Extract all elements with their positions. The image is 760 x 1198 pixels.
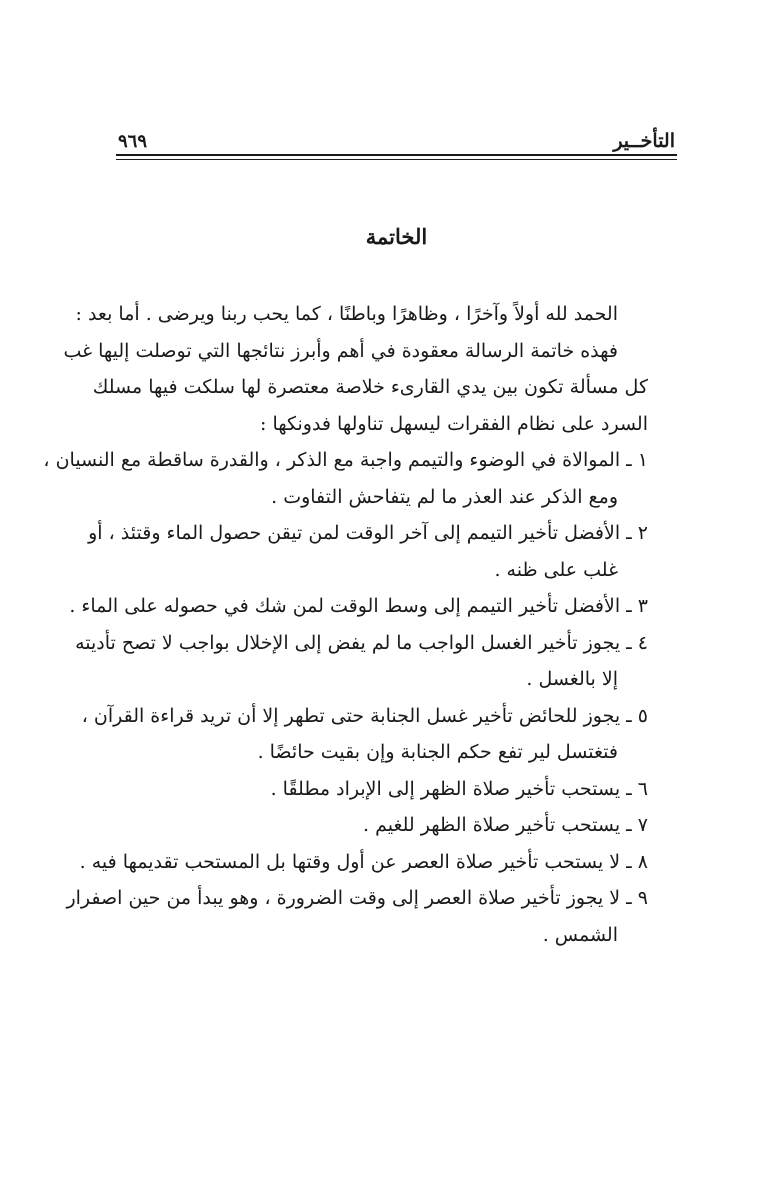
list-item-5-cont: فتغتسل لير تفع حكم الجنابة وإن بقيت حائضًا . xyxy=(257,741,618,763)
list-item-3: ٣ ـ الأفضل تأخير التيمم إلى وسط الوقت لمن شك في حصوله على الماء . xyxy=(69,595,648,617)
text-line: كل مسألة تكون بين يدي القارىء خلاصة معتصرة لها سلكت فيها مسلك xyxy=(92,376,648,398)
section-heading: الخاتمة xyxy=(365,224,428,249)
list-item-9-cont: الشمس . xyxy=(542,923,618,946)
list-item-2-cont: غلب على ظنه . xyxy=(494,558,618,581)
list-item-7: ٧ ـ يستحب تأخير صلاة الظهر للغيم . xyxy=(363,814,648,836)
header-rule-thick xyxy=(116,154,677,156)
list-item-2: ٢ ـ الأفضل تأخير التيمم إلى آخر الوقت لمن تيقن حصول الماء وقتئذ ، أو xyxy=(88,522,648,544)
list-item-8: ٨ ـ لا يستحب تأخير صلاة العصر عن أول وقتها بل المستحب تقديمها فيه . xyxy=(79,850,648,873)
list-item-9: ٩ ـ لا يجوز تأخير صلاة العصر إلى وقت الضرورة ، وهو يبدأ من حين اصفرار xyxy=(66,887,648,909)
list-item-1-cont: ومع الذكر عند العذر ما لم يتفاحش التفاوت . xyxy=(271,485,618,508)
text-line: فهذه خاتمة الرسالة معقودة في أهم وأبرز نتائجها التي توصلت إليها غب xyxy=(63,339,618,362)
list-item-5: ٥ ـ يجوز للحائض تأخير غسل الجنابة حتى تطهر إلا أن تريد قراءة القرآن ، xyxy=(81,704,648,727)
page-number: ٩٦٩ xyxy=(118,131,148,152)
running-header xyxy=(118,120,675,152)
list-item-6: ٦ ـ يستحب تأخير صلاة الظهر إلى الإبراد مطلقًا . xyxy=(270,777,648,800)
running-title: التأخــير xyxy=(613,130,675,152)
list-item-4: ٤ ـ يجوز تأخير الغسل الواجب ما لم يفض إلى الإخلال بواجب لا تصح تأديته xyxy=(75,631,648,654)
list-item-4-cont: إلا بالغسل . xyxy=(526,668,618,690)
text-line: السرد على نظام الفقرات ليسهل تناولها فدونكها : xyxy=(260,412,648,435)
text-line: الحمد لله أولاً وآخرًا ، وظاهرًا وباطنًا ، كما يحب ربنا ويرضى . أما بعد : xyxy=(75,303,618,325)
header-rule-thin xyxy=(116,159,677,160)
list-item-1: ١ ـ الموالاة في الوضوء والتيمم واجبة مع الذكر ، والقدرة ساقطة مع النسيان ، xyxy=(43,449,648,471)
body-text xyxy=(43,296,648,953)
